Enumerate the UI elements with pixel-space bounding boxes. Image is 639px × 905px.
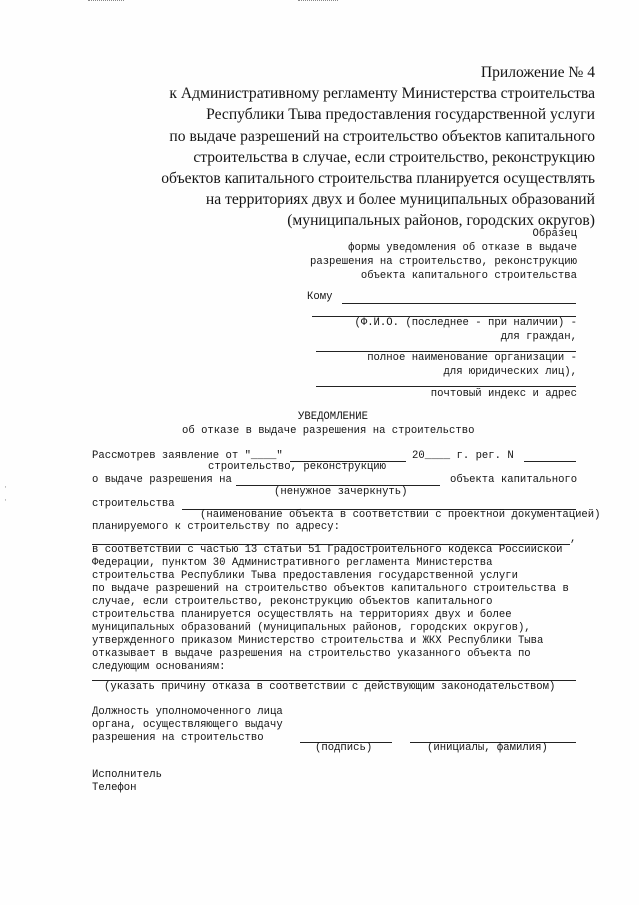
planned-at: планируемого к строительству по адресу: (92, 521, 340, 533)
reason-paragraph-line: следующим основаниям: (92, 661, 226, 673)
review-year: 20____ г. рег. N (412, 450, 514, 462)
review-prefix: Рассмотрев заявление от "____" (92, 450, 283, 462)
object-name-hint: (наименование объекта в соответствии с проектной документацией) (200, 509, 601, 521)
address-end: , (570, 533, 577, 545)
postal-input-line[interactable] (316, 386, 576, 387)
appendix-line: (муниципальных районов, городских округов) (287, 212, 595, 230)
reason-paragraph-line: Федерации, пунктом 30 Административного регламента Министерства (92, 557, 493, 569)
fio-hint: (Ф.И.О. (последнее - при наличии) - (354, 317, 577, 329)
strike-hint: (ненужное зачеркнуть) (274, 486, 408, 498)
on-issue-prefix: о выдаче разрешения на (92, 474, 232, 486)
appendix-header (35, 62, 595, 232)
fio-hint-2: для граждан, (500, 331, 577, 343)
appendix-line: на территориях двух и более муниципальных образований (205, 191, 595, 209)
reason-paragraph-line: по выдаче разрешений на строительство объектов капитального строительства в (92, 583, 569, 595)
appendix-line: к Административному регламенту Министерства строительства (169, 85, 595, 103)
reason-paragraph-line: муниципальных образований (муниципальных районов, городских округов), (92, 622, 531, 634)
scan-edge-marks (0, 0, 639, 6)
executor-label: Исполнитель (92, 769, 162, 781)
sample-line: разрешения на строительство, реконструкцию (309, 256, 577, 268)
notice-subheading: об отказе в выдаче разрешения на строительство (182, 425, 475, 437)
appendix-line: объектов капитального строительства планируется осуществлять (161, 170, 595, 188)
reason-paragraph-line: отказывает в выдаче разрешения на строительство указанного объекта по (92, 648, 531, 660)
reason-paragraph-line: утвержденного приказом Министерство строительства и ЖКХ Республики Тыва (92, 635, 544, 647)
appendix-line: Республики Тыва предоставления государственной услуги (206, 106, 595, 124)
signature-hint: (подпись) (315, 742, 373, 754)
reason-paragraph-line: в соответствии с частью 13 статьи 51 Градостроительного кодекса Российской (92, 544, 563, 556)
construction-word: строительства (92, 498, 175, 510)
sample-line: объекта капитального строительства (360, 270, 577, 282)
org-hint-2: для юридических лиц), (443, 366, 577, 378)
sample-title: Образец (532, 228, 577, 240)
object-suffix: объекта капитального (450, 474, 578, 486)
registration-number-line[interactable] (524, 461, 576, 462)
sample-line: формы уведомления об отказе в выдаче (348, 242, 577, 254)
to-input-line[interactable] (342, 303, 576, 304)
official-position: органа, осуществляющего выдачу (92, 719, 283, 731)
official-position: Должность уполномоченного лица (92, 706, 283, 718)
org-hint: полное наименование организации - (367, 352, 577, 364)
phone-label: Телефон (92, 782, 137, 794)
reason-paragraph-line: строительства Республики Тыва предоставления государственной услуги (92, 570, 518, 582)
name-hint: (инициалы, фамилия) (427, 742, 548, 754)
reason-paragraph-line: строительства планируется осуществлять на территориях двух и более (92, 609, 512, 621)
reason-paragraph-line: случае, если строительство, реконструкцию объектов капитального (92, 596, 493, 608)
to-label: Кому (307, 291, 333, 303)
notice-heading: УВЕДОМЛЕНИЕ (298, 411, 368, 423)
appendix-number: Приложение № 4 (480, 64, 595, 81)
appendix-line: по выдаче разрешений на строительство объектов капитального (169, 127, 595, 145)
official-position: разрешения на строительство (92, 732, 264, 744)
postal-hint: почтовый индекс и адрес (430, 388, 577, 400)
reason-hint: (указать причину отказа в соответствии с действующим законодательством) (104, 681, 556, 693)
construction-note: строительство, реконструкцию (208, 461, 387, 473)
appendix-line: строительства в случае, если строительство, реконструкцию (193, 148, 595, 166)
